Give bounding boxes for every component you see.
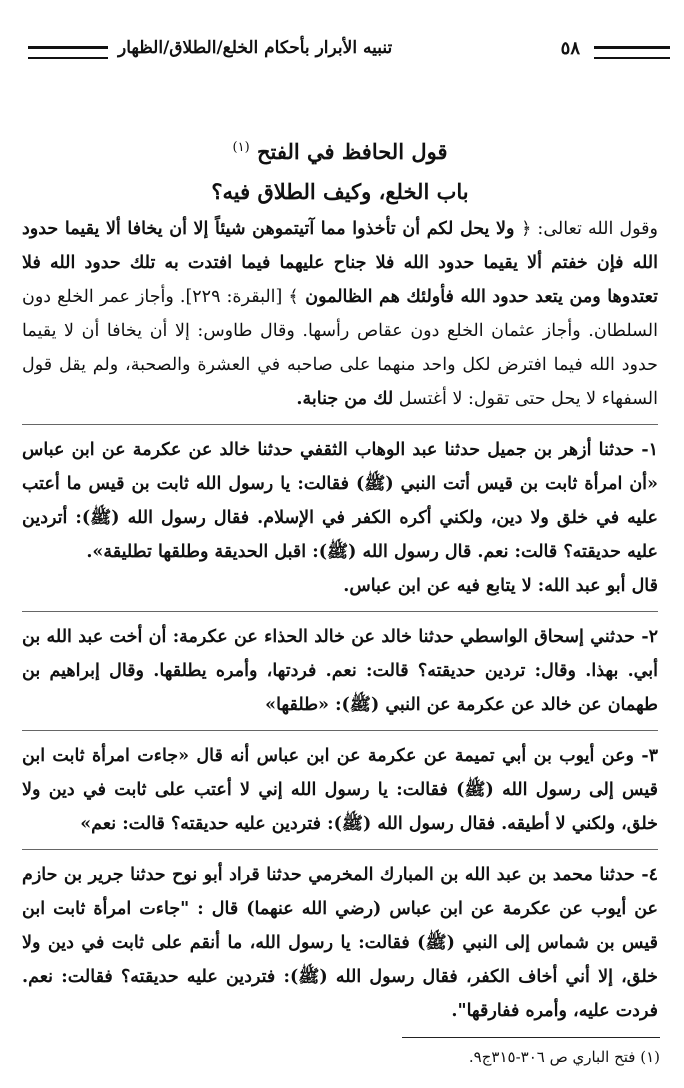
footnote: (١) فتح الباري ص ٣٠٦-٣١٥ج٩. bbox=[468, 1048, 660, 1066]
hadith-1 bbox=[22, 433, 658, 603]
quran-verse: ولا يحل لكم أن تأخذوا مما آتيتموهن شيئاً إلا أن يخافا ألا يقيما حدود الله فإن خفتم ألا يقيما حدود الله فلا جناح عليهما فيما افتدت به تلك حدود الله فلا تعتدوها ومن يتعد حدود الله فأولئك هم الظالمون bbox=[22, 219, 658, 307]
section-title bbox=[22, 128, 658, 172]
intro-paragraph bbox=[22, 212, 658, 416]
footnote-ref: (١) bbox=[232, 140, 250, 155]
hadith-4 bbox=[22, 858, 658, 1028]
hadith-3-text: ٣- وعن أيوب بن أبي تميمة عن عكرمة عن ابن عباس أنه قال «جاءت امرأة ثابت ابن قيس إلى رسول الله (ﷺ) فقالت: يا رسول الله إني لا أعتب على ثابت في دين ولا خلق، ولكني لا أطيقه. فقال رسول الله (ﷺ): فتردين عليه حديقته؟ قالت: نعم» bbox=[22, 746, 658, 834]
running-title: تنبيه الأبرار بأحكام الخلع/الطلاق/الظهار bbox=[118, 38, 393, 58]
hadith-1-text: ١- حدثنا أزهر بن جميل حدثنا عبد الوهاب الثقفي حدثنا خالد عن عكرمة عن ابن عباس «أن امرأة ثابت بن قيس أتت النبي (ﷺ) فقالت: يا رسول الله ثابت بن قيس ما أعتب عليه في خلق ولا دين، ولكني أكره الكفر في الإسلام. فقال رسول الله (ﷺ): أتردين عليه حديقته؟ قالت: نعم. قال رسول الله (ﷺ): اقبل الحديقة وطلقها تطليقة». bbox=[22, 440, 658, 562]
separator bbox=[22, 611, 658, 612]
hadith-3 bbox=[22, 739, 658, 841]
verse-close: ﴾ bbox=[288, 287, 299, 307]
intro-lead: وقول الله تعالى: ﴿ bbox=[521, 219, 659, 239]
header-rule-right bbox=[594, 46, 670, 59]
separator bbox=[22, 424, 658, 425]
hadith-2 bbox=[22, 620, 658, 722]
header-rule-left bbox=[28, 46, 108, 59]
main-content bbox=[22, 128, 658, 1028]
hadith-2-text: ٢- حدثني إسحاق الواسطي حدثنا خالد عن خالد الحذاء عن عكرمة: أن أخت عبد الله بن أبي. بهذا. وقال: تردين حديقته؟ قالت: نعم. فردتها، وأمره يطلقها. وقال إبراهيم بن طهمان عن خالد عن عكرمة عن النبي (ﷺ): «طلقها» bbox=[22, 627, 658, 715]
separator bbox=[22, 730, 658, 731]
intro-bold-end: لك من جنابة. bbox=[296, 389, 394, 409]
hadith-1-tail: قال أبو عبد الله: لا يتابع فيه عن ابن عباس. bbox=[343, 576, 658, 596]
page-number: ٥٨ bbox=[560, 38, 580, 59]
chapter-title: باب الخلع، وكيف الطلاق فيه؟ bbox=[211, 179, 469, 204]
hadith-4-text: ٤- حدثنا محمد بن عبد الله بن المبارك المخرمي حدثنا قراد أبو نوح حدثنا جرير بن حازم عن أيوب عن عكرمة عن ابن عباس (رضي الله عنهما) قال : "جاءت امرأة ثابت ابن قيس بن شماس إلى النبي (ﷺ) فقالت: يا رسول الله، ما أنقم على ثابت في دين ولا خلق، إلا أني أخاف الكفر، فقال رسول الله (ﷺ): فتردين عليه حديقته؟ فقالت: نعم. فردت عليه، وأمره ففارقها". bbox=[22, 865, 658, 1021]
footnote-rule bbox=[402, 1037, 660, 1038]
separator bbox=[22, 849, 658, 850]
page-header bbox=[14, 38, 670, 68]
intro-rest: [البقرة: ٢٢٩]. وأجاز عمر الخلع دون السلطان. وأجاز عثمان الخلع دون عقاص رأسها. وقال طاوس: إلا أن يخافا أن لا يقيما حدود الله فيما افترض لكل واحد منهما على صاحبه في العشرة والصحبة، ولم يقل قول السفهاء لا يحل حتى تقول: لا أغتسل bbox=[22, 287, 658, 409]
section-title-text: قول الحافظ في الفتح bbox=[256, 139, 448, 164]
